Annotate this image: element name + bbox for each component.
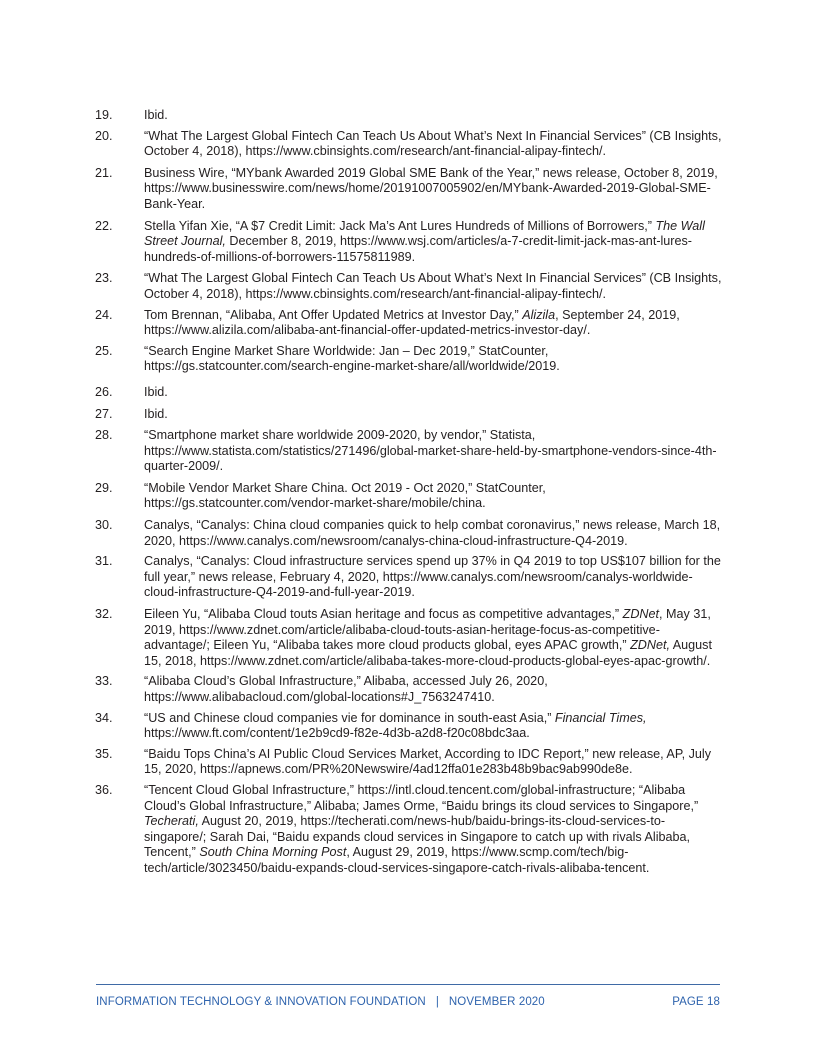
endnote-text — [144, 711, 722, 742]
endnote-item — [95, 219, 725, 266]
endnote-number: 24. — [95, 307, 113, 322]
endnote-text-segment: August 15, 2018, https://www.zdnet.com/article/alibaba-takes-more-cloud-products-global-eyes-apac-growth/. — [144, 638, 712, 668]
endnote-item — [95, 607, 725, 669]
endnote-item — [95, 166, 725, 213]
endnote-text — [144, 166, 722, 213]
endnote-text-segment: Canalys, “Canalys: Cloud infrastructure services spend up 37% in Q4 2019 to top US$107 billion for the full year,” news release, February 4, 2020, https://www.canalys.com/newsroom/canalys-worldwide-cloud-infrastructure-Q4-2019-and-full-year-2019. — [144, 554, 721, 600]
endnote-text — [144, 308, 722, 339]
page-footer — [96, 996, 720, 1008]
endnote-item — [95, 385, 725, 401]
endnote-text-segment: Canalys, “Canalys: China cloud companies quick to help combat coronavirus,” news release, March 18, 2020, https://www.canalys.com/newsroom/canalys-china-cloud-infrastructure-Q4-2019. — [144, 518, 721, 548]
endnote-number: 26. — [95, 384, 113, 399]
endnote-text — [144, 219, 722, 266]
endnote-publication-title: Techerati, — [144, 814, 199, 829]
endnote-text-segment: Ibid. — [144, 406, 168, 421]
endnote-number: 21. — [95, 165, 113, 180]
endnote-item — [95, 518, 725, 549]
endnote-text-segment: , May 31, 2019, https://www.zdnet.com/article/alibaba-cloud-touts-asian-heritage-focus-as-competitive-advantage/; Eileen Yu, “Alibaba takes more cloud products global, eyes APAC growth,” — [144, 607, 711, 653]
footer-date: NOVEMBER 2020 — [448, 996, 545, 1008]
endnote-text — [144, 385, 722, 401]
endnote-text — [144, 271, 722, 302]
endnote-text — [144, 428, 722, 475]
endnote-text-segment: Eileen Yu, “Alibaba Cloud touts Asian heritage and focus as competitive advantages,” — [144, 607, 623, 622]
endnote-text-segment: Ibid. — [144, 108, 168, 122]
endnote-text-segment: “What The Largest Global Fintech Can Teach Us About What’s Next In Financial Services” (CB Insights, October 4, 2018), https://www.cbinsights.com/research/ant-financial-alipay-fintech/. — [144, 271, 722, 301]
endnote-text — [144, 518, 722, 549]
footer-divider — [96, 984, 720, 985]
endnote-text-segment: “Baidu Tops China’s AI Public Cloud Services Market, According to IDC Report,” new release, AP, July 15, 2020, https://apnews.com/PR%20Newswire/4ad12ffa01e283b48b9bac9ab990de8e. — [144, 746, 711, 777]
endnote-number: 20. — [95, 128, 113, 143]
endnote-number: 22. — [95, 218, 113, 233]
endnote-number: 19. — [95, 108, 113, 122]
endnote-text-segment: https://www.ft.com/content/1e2b9cd9-f82e-4d3b-a2d8-f20c08bdc3aa. — [144, 726, 530, 741]
endnote-text — [144, 344, 722, 375]
endnote-text-segment: “What The Largest Global Fintech Can Teach Us About What’s Next In Financial Services” (CB Insights, October 4, 2018), https://www.cbinsights.com/research/ant-financial-alipay-fintech/. — [144, 128, 722, 159]
endnote-text-segment: Tom Brennan, “Alibaba, Ant Offer Updated Metrics at Investor Day,” — [144, 307, 523, 322]
endnote-text — [144, 607, 722, 669]
page-number: PAGE 18 — [672, 996, 720, 1008]
endnote-publication-title: ZDNet — [622, 607, 660, 622]
footer-separator: | — [435, 996, 439, 1008]
endnote-number: 29. — [95, 480, 113, 495]
endnote-number: 30. — [95, 518, 113, 533]
endnote-text-segment: “Search Engine Market Share Worldwide: Jan – Dec 2019,” StatCounter, https://gs.statcounter.com/search-engine-market-share/all/worldwide/2019. — [144, 343, 560, 374]
endnote-text-segment: Ibid. — [144, 384, 168, 399]
endnote-publication-title: South China Morning Post — [199, 845, 347, 860]
endnote-text-segment: “Alibaba Cloud’s Global Infrastructure,” Alibaba, accessed July 26, 2020, https://www.alibabacloud.com/global-locations#J_7563247410. — [144, 674, 548, 704]
endnote-item — [95, 271, 725, 302]
endnote-text-segment: , September 24, 2019, https://www.alizila.com/alibaba-ant-financial-offer-updated-metrics-investor-day/. — [144, 307, 680, 338]
endnote-publication-title: Financial Times, — [554, 710, 647, 725]
endnote-item — [95, 481, 725, 512]
footer-organization: INFORMATION TECHNOLOGY & INNOVATION FOUNDATION — [96, 996, 426, 1008]
endnote-number: 31. — [95, 554, 113, 569]
endnote-text — [144, 554, 722, 601]
endnote-number: 23. — [95, 271, 113, 286]
endnote-item — [95, 747, 725, 778]
endnote-text — [144, 674, 722, 705]
endnote-item — [95, 711, 725, 742]
endnote-text — [144, 407, 722, 423]
endnote-number: 34. — [95, 710, 113, 725]
endnote-publication-title: ZDNet, — [630, 638, 670, 653]
endnote-item — [95, 108, 725, 124]
endnote-text-segment: “Mobile Vendor Market Share China. Oct 2019 - Oct 2020,” StatCounter, https://gs.statcounter.com/vendor-market-share/mobile/china. — [144, 480, 546, 511]
endnote-text-segment: , August 29, 2019, https://www.scmp.com/tech/big-tech/article/3023450/baidu-expands-cloud-services-singapore-catch-rivals-alibaba-tencent. — [144, 845, 650, 875]
endnote-text-segment: Stella Yifan Xie, “A $7 Credit Limit: Jack Ma’s Ant Lures Hundreds of Millions of Borrowers,” — [144, 218, 656, 233]
endnote-number: 28. — [95, 428, 113, 443]
endnotes-list — [95, 108, 725, 877]
endnote-item — [95, 783, 725, 877]
endnote-item — [95, 129, 725, 160]
endnote-number: 33. — [95, 674, 113, 689]
endnote-text — [144, 783, 722, 877]
endnote-item — [95, 674, 725, 705]
endnote-publication-title: Alizila — [522, 307, 556, 322]
endnote-item — [95, 344, 725, 375]
endnote-text-segment: “Smartphone market share worldwide 2009-2020, by vendor,” Statista, https://www.statista.com/statistics/271496/global-market-share-held-by-smartphone-vendors-since-4th-quarter-2009/. — [144, 428, 717, 474]
endnote-text-segment: December 8, 2019, https://www.wsj.com/articles/a-7-credit-limit-jack-mas-ant-lures-hundreds-of-millions-of-borrowers-11575811989. — [144, 234, 692, 264]
endnote-item — [95, 308, 725, 339]
endnote-publication-title: The Wall Street Journal, — [144, 218, 705, 249]
endnote-item — [95, 554, 725, 601]
endnote-text-segment: “US and Chinese cloud companies vie for dominance in south-east Asia,” — [144, 710, 555, 725]
endnote-number: 32. — [95, 607, 113, 622]
endnote-item — [95, 407, 725, 423]
endnote-text — [144, 481, 722, 512]
endnote-text-segment: “Tencent Cloud Global Infrastructure,” https://intl.cloud.tencent.com/global-infrastructure; “Alibaba Cloud’s Global Infrastructure,” Alibaba; James Orme, “Baidu brings its cloud services to Singapore,” — [144, 782, 699, 813]
endnote-number: 36. — [95, 782, 113, 797]
endnote-text — [144, 747, 722, 778]
endnote-text-segment: Business Wire, “MYbank Awarded 2019 Global SME Bank of the Year,” news release, October 8, 2019, https://www.businesswire.com/news/home/20191007005902/en/MYbank-Awarded-2019-Global-SME-Bank-Year. — [144, 165, 718, 211]
endnote-text-segment: August 20, 2019, https://techerati.com/news-hub/baidu-brings-its-cloud-services-to-singapore/; Sarah Dai, “Baidu expands cloud services in Singapore to catch up with rivals Alibaba, Tencent,” — [144, 814, 691, 860]
endnote-item — [95, 428, 725, 475]
endnote-number: 27. — [95, 406, 113, 421]
endnote-text — [144, 108, 722, 124]
endnote-number: 25. — [95, 343, 113, 358]
endnote-text — [144, 129, 722, 160]
endnote-number: 35. — [95, 746, 113, 761]
